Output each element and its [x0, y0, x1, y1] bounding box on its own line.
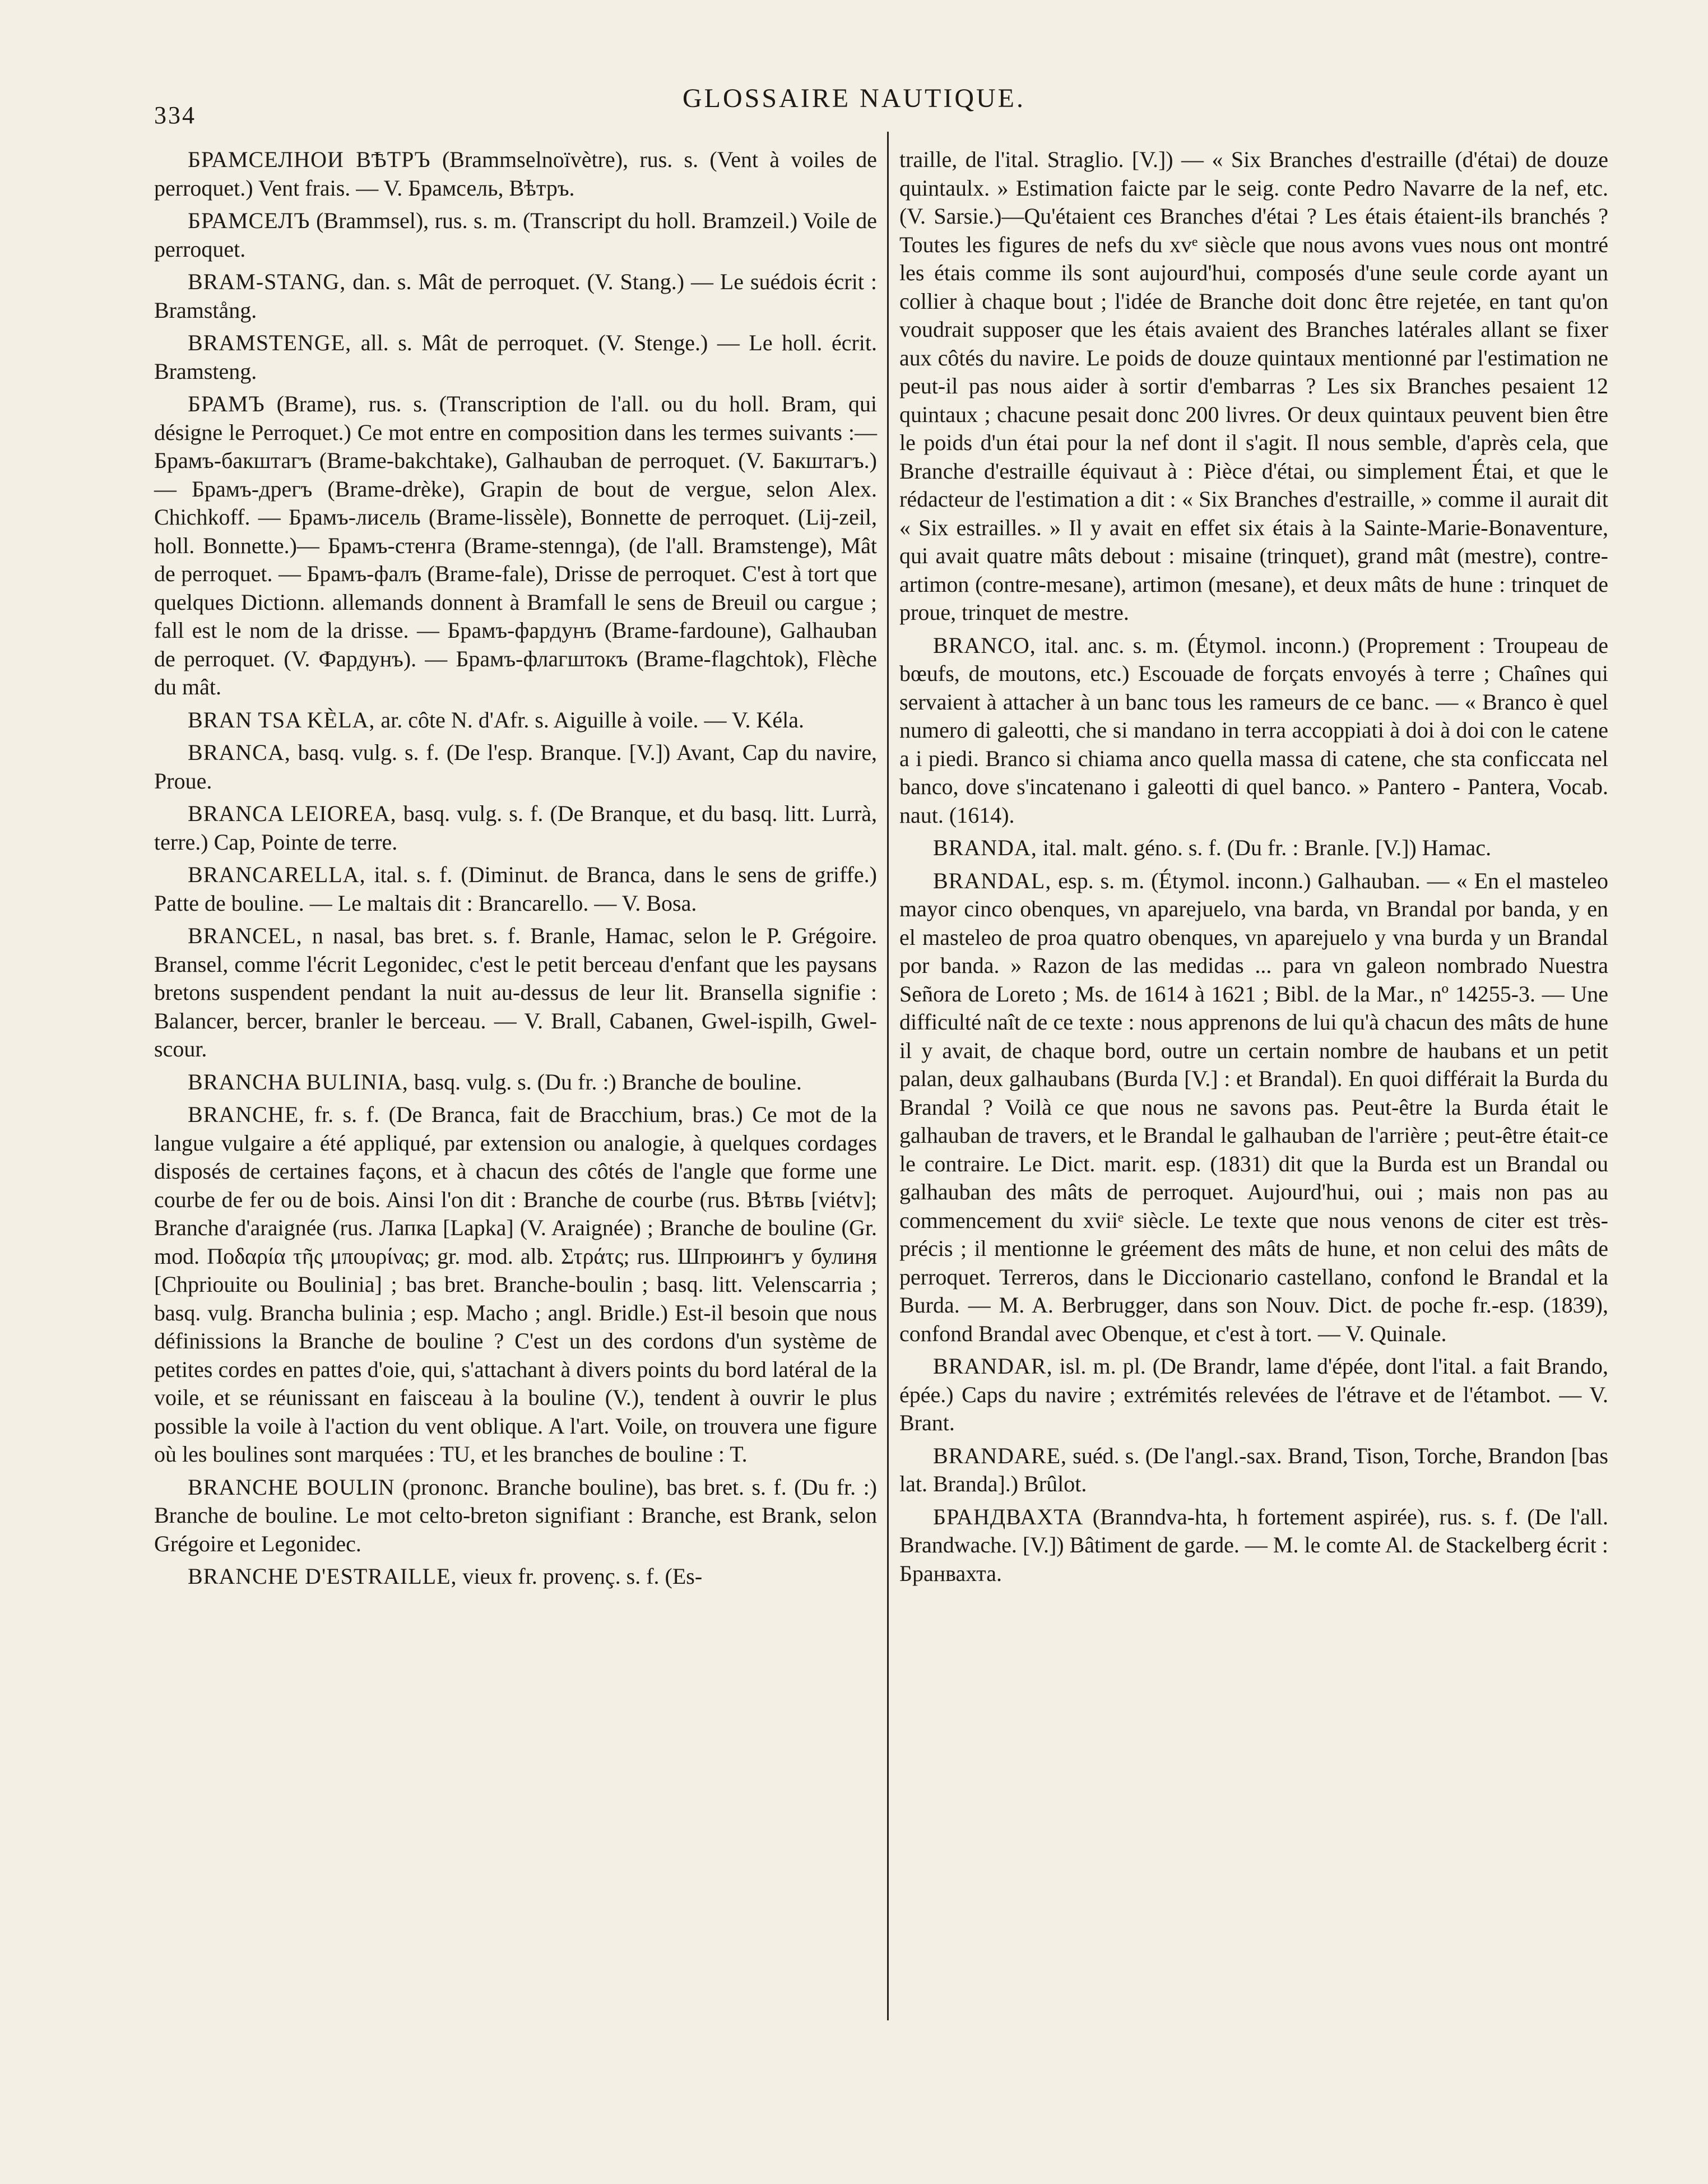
page-number: 334 [154, 101, 196, 129]
entry-text: ital. s. f. (Diminut. de Branca, dans le sens de griffe.) Patte de bouline. — Le maltais dit : Brancarello. — V. Bosa. [154, 862, 877, 916]
entry [154, 146, 877, 202]
entry [154, 1068, 877, 1097]
entry-text: isl. m. pl. (De Brandr, lame d'épée, dont l'ital. a fait Brando, épée.) Caps du navire ; extrémités relevées de l'étrave et de l'étambot. — V. Brant. [899, 1353, 1608, 1435]
entry-headword: BRANCHE, [188, 1102, 305, 1127]
entry [154, 739, 877, 795]
entry [154, 922, 877, 1064]
entry-headword: БРАМСЕЛНОИ ВѢТРЪ [188, 147, 431, 172]
entry [154, 1473, 877, 1559]
entry-headword: BRANCARELLA, [188, 862, 366, 887]
right-column [899, 146, 1608, 1592]
entry-text: ital. malt. géno. s. f. (Du fr. : Branle. [V.]) Hamac. [1037, 835, 1492, 860]
entry-text: basq. vulg. s. f. (De l'esp. Branque. [V.]) Avant, Cap du navire, Proue. [154, 740, 877, 794]
entry-text: ar. côte N. d'Afr. s. Aiguille à voile. — V. Kéla. [375, 707, 805, 732]
entry [154, 861, 877, 917]
entry-text: (prononc. Branche bouline), bas bret. s. f. (Du fr. :) Branche de bouline. Le mot celto-breton signifiant : Branche, est Brank, selon Grégoire et Legonidec. [154, 1474, 877, 1556]
entry-text: ital. anc. s. m. (Étymol. inconn.) (Proprement : Troupeau de bœufs, de moutons, etc.) Escouade de forçats envoyés à terre ; Chaînes qui servaient à attacher à un banc tous les rameurs de ce banc. — « Branco è quel numero di galeotti, che si mandano in terra accoppiati à doi à doi con le catene a i piedi. Branco si chiama anco quella massa di catene, che sta conficcata nel banco, dove s'incatenano i galeotti di quel banco. » Pantero - Pantera, Vocab. naut. (1614). [899, 632, 1608, 828]
entry-text: suéd. s. (De l'angl.-sax. Brand, Tison, Torche, Brandon [bas lat. Branda].) Brûlot. [899, 1443, 1608, 1496]
entry [154, 1101, 877, 1469]
entry [899, 1442, 1608, 1499]
entry [899, 1352, 1608, 1438]
entry-text: (Brammselnoïvètre), rus. s. (Vent à voiles de perroquet.) Vent frais. — V. Брамсель, Вѣтръ. [154, 147, 877, 201]
running-title: GLOSSAIRE NAUTIQUE. [683, 84, 1025, 113]
entry [899, 1503, 1608, 1588]
entry-headword: BRANCHE D'ESTRAILLE, [188, 1564, 457, 1589]
entry-headword: БРАМЪ [188, 391, 265, 416]
entry-headword: BRANDAL, [933, 868, 1052, 893]
entry-text: (Brame), rus. s. (Transcription de l'all. ou du holl. Bram, qui désigne le Perroquet.) Ce mot entre en composition dans les termes suivants :—Брамъ-бакштагъ (Brame-bakchtake), Galhauban de perroquet. (V. Бакштагъ.)— Брамъ-дрегъ (Brame-drèke), Grapin de bout de vergue, selon Alex. Chichkoff. — Брамъ-лисель (Brame-lissèle), Bonnette de perroquet. (Lij-zeil, holl. Bonnette.)— Брамъ-стенга (Brame-stennga), (de l'all. Bramstenge), Mât de perroquet. — Брамъ-фалъ (Brame-fale), Drisse de perroquet. C'est à tort que quelques Dictionn. allemands donnent à Bramfall le sens de Breuil ou cargue ; fall est le nom de la drisse. — Брамъ-фардунъ (Brame-fardoune), Galhauban de perroquet. (V. Фардунъ). — Брамъ-флагштокъ (Brame-flagchtok), Flèche du mât. [154, 391, 877, 699]
entry-text: vieux fr. provenç. s. f. (Es- [457, 1564, 703, 1589]
entry [154, 800, 877, 856]
entry-headword: BRAM-STANG, [188, 269, 346, 294]
entry-headword: BRAMSTENGE, [188, 330, 352, 355]
entry [899, 146, 1608, 627]
entry-text: basq. vulg. s. (Du fr. :) Branche de bouline. [408, 1069, 802, 1095]
entry [154, 329, 877, 386]
entry [154, 706, 877, 735]
entry-headword: БРАМСЕЛЪ [188, 208, 310, 233]
entry-text: all. s. Mât de perroquet. (V. Stenge.) — Le holl. écrit. Bramsteng. [154, 330, 877, 384]
entry-headword: BRANDARE, [933, 1443, 1068, 1468]
entry-text: traille, de l'ital. Straglio. [V.]) — « Six Branches d'estraille (d'étai) de douze quintaulx. » Estimation faicte par le seig. conte Pedro Navarre de la nef, etc. (V. Sarsie.)—Qu'étaient ces Branches d'étai ? Les étais étaient-ils branchés ? Toutes les figures de nefs du xvᵉ siècle que nous avons vues nous ont montré les étais comme ils sont aujourd'hui, composés d'une seule corde ayant un collier à chaque bout ; l'idée de Branche doit donc être rejetée, en tant qu'on voudrait supposer que les étais avaient des Branches latérales allant se fixer aux côtés du navire. Le poids de douze quintaux mentionné par l'estimation ne peut-il pas nous aider à sortir d'embarras ? Les six Branches pesaient 12 quintaux ; chacune pesait donc 200 livres. Or deux quintaux peuvent bien être le poids d'un étai pour la nef dont il s'agit. Il nous semble, d'après cela, que Branche d'estraille équivaut à : Pièce d'étai, ou simplement Étai, et que le rédacteur de l'estimation a dit : « Six Branches d'estraille, » comme il aurait dit « Six estrailles. » Il y avait en effet six étais à la Sainte-Marie-Bonaventure, qui avait quatre mâts debout : misaine (trinquet), grand mât (mestre), contre-artimon (contre-mesane), artimon (mesane), et deux mâts de hune : trinquet de proue, trinquet de mestre. [899, 147, 1608, 625]
entry-headword: BRANDA, [933, 835, 1037, 860]
entry-text: esp. s. m. (Étymol. inconn.) Galhauban. — « En el masteleo mayor cinco obenques, vn aparejuelo, vna barda, vn Brandal por banda, y en el masteleo de proa quatro obenques, vn aparejuelo y vna burda y un Brandal por banda. » Razon de las medidas ... para vn galeon nombrado Nuestra Señora de Loreto ; Ms. de 1614 à 1621 ; Bibl. de la Mar., nº 14255-3. — Une difficulté naît de ce texte : nous apprenons de lui qu'à chacun des mâts de hune il y avait, de chaque bord, outre un certain nombre de haubans et un petit palan, deux galhaubans (Burda [V.] : et Brandal). En quoi différait la Burda du Brandal ? Voilà ce que nous ne savons pas. Peut-être la Burda était le galhauban de travers, et le Brandal le galhauban de l'arrière ; peut-être était-ce le contraire. Le Dict. marit. esp. (1831) dit que la Burda est un Brandal ou galhauban des mâts de perroquet. Aujourd'hui, oui ; mais non pas au commencement du xviiᵉ siècle. Le texte que nous venons de citer est très-précis ; il mentionne le gréement des mâts de hune, et non celui des mâts de perroquet. Terreros, dans le Diccionario castellano, confond le Brandal et la Burda. — M. A. Berbrugger, dans son Nouv. Dict. de poche fr.-esp. (1839), confond Brandal avec Obenque, et c'est à tort. — V. Quinale. [899, 868, 1608, 1346]
entry [154, 207, 877, 263]
entry-headword: BRANCA LEIOREA, [188, 801, 397, 826]
entry [154, 268, 877, 324]
entry-headword: BRANDAR, [933, 1353, 1053, 1379]
column-divider [887, 132, 889, 2020]
entry-text: (Branndva-hta, h fortement aspirée), rus. s. f. (De l'all. Brandwache. [V.]) Bâtiment de garde. — M. le comte Al. de Stackelberg écrit : Бранвахта. [899, 1504, 1608, 1586]
entry-headword: BRANCHA BULINIA, [188, 1069, 409, 1095]
entry-text: dan. s. Mât de perroquet. (V. Stang.) — Le suédois écrit : Bramstång. [154, 269, 877, 323]
entry [154, 1562, 877, 1591]
entry [899, 632, 1608, 830]
entry-headword: BRANCA, [188, 740, 291, 765]
entry-headword: BRAN TSA KÈLA, [188, 707, 375, 732]
entry-headword: BRANCO, [933, 632, 1036, 658]
entry-headword: БРАНДВАХТА [933, 1504, 1084, 1529]
entry-text: fr. s. f. (De Branca, fait de Bracchium, bras.) Ce mot de la langue vulgaire a été appliqué, par extension ou analogie, à quelques cordages disposés de certaines façons, et à chacun des côtés de l'angle que forme une courbe de fer ou de bois. Ainsi l'on dit : Branche de courbe (rus. Вѣтвь [viétv]; Branche d'araignée (rus. Лапка [Lapka] (V. Araignée) ; Branche de bouline (Gr. mod. Ποδαρία τῆς μπουρίνας; gr. mod. alb. Στράτς; rus. Шпрюингъ у булиня [Chpriouite ou Boulinia] ; bas bret. Branche-boulin ; basq. litt. Velenscarria ; basq. vulg. Brancha bulinia ; esp. Macho ; angl. Bridle.) Est-il besoin que nous définissions la Branche de bouline ? C'est un des cordons d'un système de petites cordes en pattes d'oie, qui, s'attachant à divers points du bord latéral de la voile, et se réunissant en faisceau à la bouline (V.), tendent à ouvrir le plus possible la voile à l'action du vent oblique. A l'art. Voile, on trouvera une figure où les boulines sont marquées : TU, et les branches de bouline : T. [154, 1102, 877, 1467]
entry-headword: BRANCHE BOULIN [188, 1474, 395, 1500]
left-column [154, 146, 877, 1596]
entry-headword: BRANCEL, [188, 923, 303, 948]
entry-text: (Brammsel), rus. s. m. (Transcript du holl. Bramzeil.) Voile de perroquet. [154, 208, 877, 262]
entry [899, 834, 1608, 863]
entry [899, 867, 1608, 1348]
entry [154, 390, 877, 702]
entry-text: n nasal, bas bret. s. f. Branle, Hamac, selon le P. Grégoire. Bransel, comme l'écrit Legonidec, c'est le petit berceau d'enfant que les paysans bretons suspendent pendant la nuit au-dessus de leur lit. Bransella signifie : Balancer, bercer, branler le berceau. — V. Brall, Cabanen, Gwel-ispilh, Gwel-scour. [154, 923, 877, 1061]
entry-text: basq. vulg. s. f. (De Branque, et du basq. litt. Lurrà, terre.) Cap, Pointe de terre. [154, 801, 877, 855]
